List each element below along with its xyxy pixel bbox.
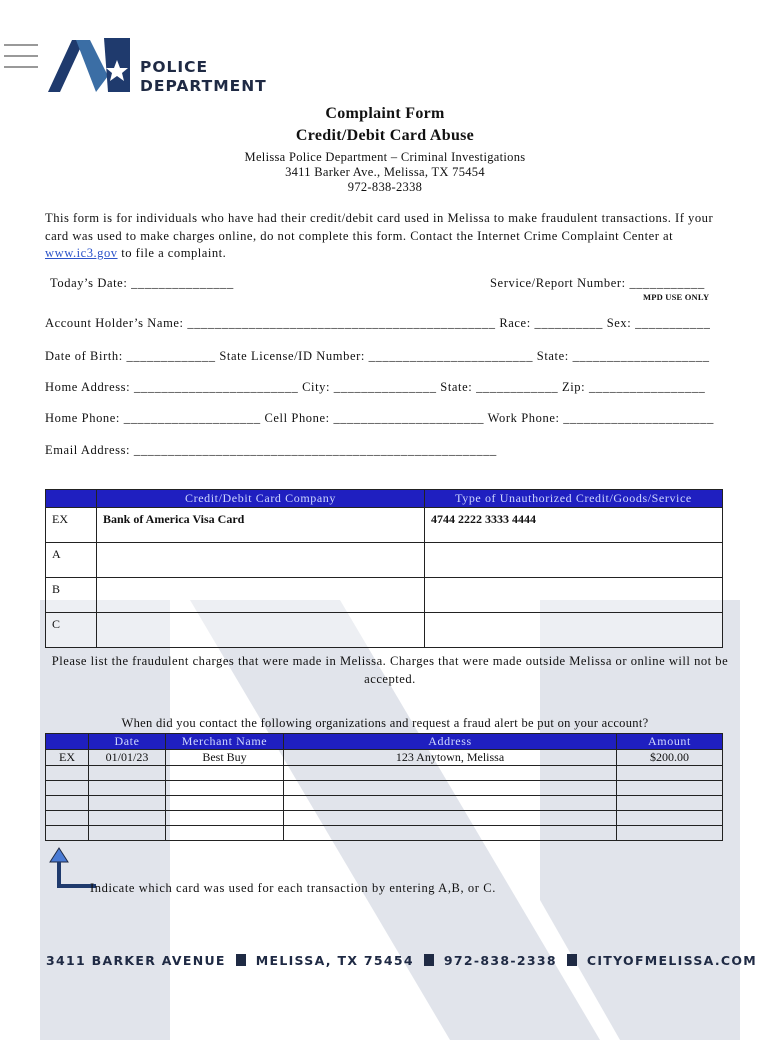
row-label[interactable]: [46, 826, 89, 841]
address-line-3: 972-838-2338: [347, 180, 423, 194]
card-company-cell[interactable]: [97, 613, 425, 648]
dob-license-field[interactable]: Date of Birth: _____________ State License/ID Number: ________________________ State: ____________________: [45, 349, 710, 363]
table-row[interactable]: [46, 781, 723, 796]
address-cell[interactable]: [284, 811, 617, 826]
separator-square-icon: [567, 954, 577, 966]
charges-header-date: Date: [89, 734, 166, 750]
separator-square-icon: [236, 954, 246, 966]
date-cell[interactable]: [89, 826, 166, 841]
table-row: [46, 508, 723, 543]
address-cell[interactable]: [284, 766, 617, 781]
address-cell[interactable]: [284, 796, 617, 811]
card-table: [45, 489, 723, 648]
department-name: [140, 58, 267, 96]
row-label[interactable]: [46, 796, 89, 811]
date-cell: 01/01/23: [89, 750, 166, 766]
address-cell[interactable]: [284, 826, 617, 841]
row-label: EX: [46, 750, 89, 766]
card-header-company: Credit/Debit Card Company: [97, 490, 425, 508]
amount-cell: $200.00: [617, 750, 723, 766]
merchant-cell[interactable]: [166, 781, 284, 796]
card-company-cell[interactable]: [97, 543, 425, 578]
merchant-cell[interactable]: [166, 796, 284, 811]
row-label: EX: [46, 508, 97, 543]
dept-line-2: DEPARTMENT: [140, 77, 267, 95]
mpd-use-only-label: MPD USE ONLY: [643, 292, 710, 302]
email-field[interactable]: Email Address: _____________________________________________________: [45, 443, 497, 457]
row-label[interactable]: [46, 811, 89, 826]
table-row[interactable]: [46, 811, 723, 826]
merchant-cell[interactable]: [166, 766, 284, 781]
row-label[interactable]: [46, 766, 89, 781]
dept-line-1: POLICE: [140, 58, 209, 76]
card-type-cell: 4744 2222 3333 4444: [425, 508, 723, 543]
date-cell[interactable]: [89, 811, 166, 826]
notice-text: Please list the fraudulent charges that were made in Melissa. Charges that were made outside Melissa or online will not be accepted.: [51, 654, 729, 686]
indicate-note: Indicate which card was used for each transaction by entering A,B, or C.: [90, 881, 496, 895]
footer-street: 3411 BARKER AVENUE: [46, 953, 226, 968]
amount-cell[interactable]: [617, 826, 723, 841]
table-row[interactable]: [46, 578, 723, 613]
card-table-header: [46, 490, 723, 508]
question-text: When did you contact the following organizations and request a fraud alert be put on your account?: [121, 716, 649, 730]
card-header-blank: [46, 490, 97, 508]
intro-paragraph: [45, 210, 735, 263]
charges-header-amount: Amount: [617, 734, 723, 750]
account-holder-field[interactable]: Account Holder’s Name: _____________________________________________ Race: __________ Sex: ___________: [45, 316, 711, 330]
police-logo-icon: [46, 36, 132, 94]
card-company-cell[interactable]: [97, 578, 425, 613]
intro-text-end: to file a complaint.: [117, 246, 227, 260]
card-header-type: Type of Unauthorized Credit/Goods/Service: [425, 490, 723, 508]
service-number-field[interactable]: Service/Report Number: ___________: [490, 276, 705, 290]
table-row[interactable]: [46, 796, 723, 811]
address-line-1: Melissa Police Department – Criminal Investigations: [244, 150, 526, 164]
charges-header-blank: [46, 734, 89, 750]
phone-field[interactable]: Home Phone: ____________________ Cell Phone: ______________________ Work Phone: ______________________: [45, 411, 714, 425]
row-label: C: [46, 613, 97, 648]
amount-cell[interactable]: [617, 811, 723, 826]
address-field[interactable]: Home Address: ________________________ City: _______________ State: ____________ Zip: _________________: [45, 380, 706, 394]
footer-website[interactable]: CITYOFMELISSA.COM: [586, 953, 758, 968]
charges-table-header: [46, 734, 723, 750]
date-cell[interactable]: [89, 796, 166, 811]
amount-cell[interactable]: [617, 781, 723, 796]
intro-text: This form is for individuals who have had their credit/debit card used in Melissa to make fraudulent transactions. If your card was used to make charges online, do not complete this form. Contact the Internet Crime Complaint Center at: [45, 211, 714, 243]
address-cell[interactable]: [284, 781, 617, 796]
card-type-cell[interactable]: [425, 613, 723, 648]
charges-header-merchant: Merchant Name: [166, 734, 284, 750]
form-title: Complaint Form: [325, 105, 445, 122]
merchant-cell[interactable]: [166, 826, 284, 841]
table-row[interactable]: [46, 766, 723, 781]
card-type-cell[interactable]: [425, 543, 723, 578]
card-company-cell: Bank of America Visa Card: [97, 508, 425, 543]
amount-cell[interactable]: [617, 766, 723, 781]
footer-phone: 972-838-2338: [443, 953, 557, 968]
amount-cell[interactable]: [617, 796, 723, 811]
address-cell: 123 Anytown, Melissa: [284, 750, 617, 766]
ic3-link[interactable]: www.ic3.gov: [45, 246, 118, 260]
merchant-cell: Best Buy: [166, 750, 284, 766]
footer-city: MELISSA, TX 75454: [255, 953, 414, 968]
date-cell[interactable]: [89, 766, 166, 781]
row-label[interactable]: [46, 781, 89, 796]
row-label: B: [46, 578, 97, 613]
table-row[interactable]: [46, 826, 723, 841]
charges-table: [45, 733, 723, 841]
table-row: [46, 750, 723, 766]
table-row[interactable]: [46, 613, 723, 648]
card-type-cell[interactable]: [425, 578, 723, 613]
form-subtitle: Credit/Debit Card Abuse: [295, 127, 475, 144]
date-cell[interactable]: [89, 781, 166, 796]
todays-date-field[interactable]: Today’s Date: _______________: [50, 276, 234, 290]
row-label: A: [46, 543, 97, 578]
address-line-2: 3411 Barker Ave., Melissa, TX 75454: [285, 165, 485, 179]
charges-header-address: Address: [284, 734, 617, 750]
footer-bar: [46, 953, 757, 968]
menu-icon[interactable]: [4, 44, 38, 77]
merchant-cell[interactable]: [166, 811, 284, 826]
separator-square-icon: [424, 954, 434, 966]
table-row[interactable]: [46, 543, 723, 578]
